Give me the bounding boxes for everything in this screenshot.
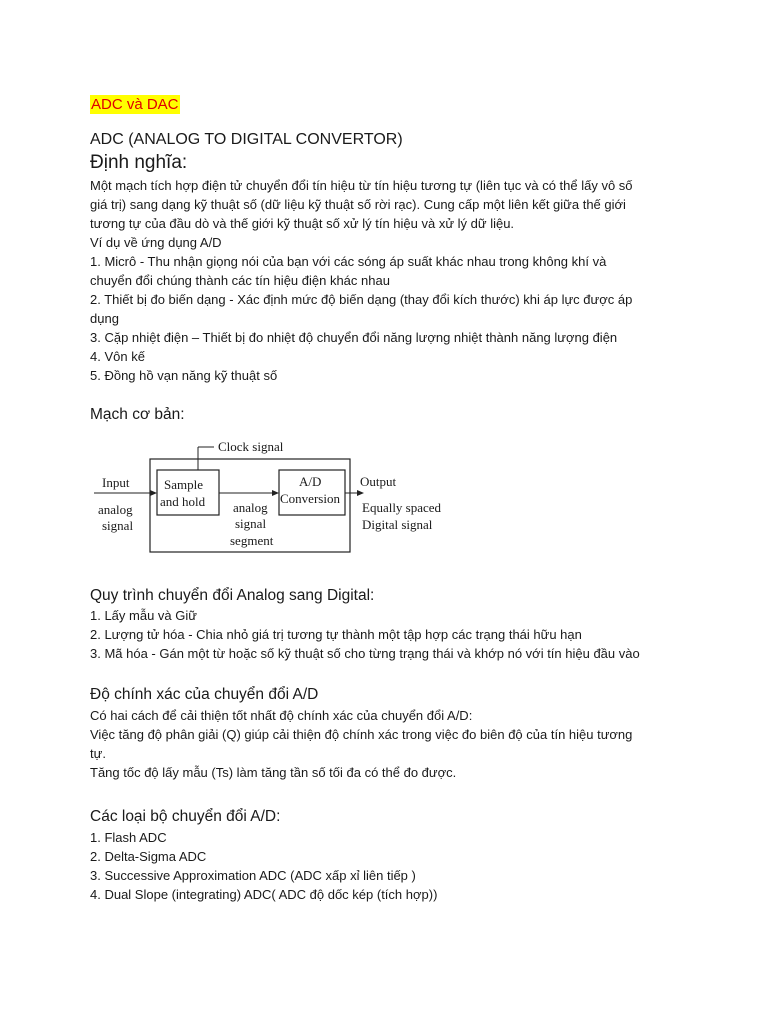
list-item: 1. Flash ADC — [90, 830, 167, 845]
input-arrowhead — [150, 490, 157, 496]
accuracy-line: tự. — [90, 746, 106, 761]
output-arrowhead — [357, 490, 364, 496]
list-item: 2. Lượng tử hóa - Chia nhỏ giá trị tương tự thành một tập hợp các trạng thái hữu hạn — [90, 627, 582, 642]
list-item: 3. Successive Approximation ADC (ADC xấp xỉ liên tiếp ) — [90, 868, 416, 883]
equally-spaced-label: Equally spaced — [362, 500, 442, 515]
definition-line: tương tự của đầu dò và thế giới kỹ thuật số xử lý tín hiệu và xử lý dữ liệu. — [90, 216, 515, 231]
accuracy-heading: Độ chính xác của chuyển đổi A/D — [90, 686, 319, 703]
definition-paragraph — [90, 176, 680, 385]
conversion-label: Conversion — [280, 491, 340, 506]
list-item: 4. Dual Slope (integrating) ADC( ADC độ dốc kép (tích hợp)) — [90, 887, 438, 902]
list-item: 1. Lấy mẫu và Giữ — [90, 608, 197, 623]
definition-line: chuyển đổi chúng thành các tín hiệu điện khác nhau — [90, 273, 390, 288]
adc-heading: ADC (ANALOG TO DIGITAL CONVERTOR) — [90, 131, 403, 148]
signal-segment-label: signal — [235, 516, 267, 531]
signal-segment-label: analog — [233, 500, 268, 515]
ad-label: A/D — [299, 474, 322, 489]
input-label: Input — [102, 475, 130, 490]
definition-line: 2. Thiết bị đo biến dạng - Xác định mức độ biến dạng (thay đổi kích thước) khi áp lực được áp — [90, 292, 633, 307]
process-heading: Quy trình chuyển đổi Analog sang Digital: — [90, 587, 375, 604]
definition-line: Ví dụ về ứng dụng A/D — [90, 235, 222, 250]
definition-line: 4. Vôn kế — [90, 349, 145, 364]
definition-line: giá trị) sang dạng kỹ thuật số (dữ liệu kỹ thuật số rời rạc). Cung cấp một liên kết giữa thế giới — [90, 197, 626, 212]
output-label: Output — [360, 474, 397, 489]
signal-segment-label: segment — [230, 533, 274, 548]
types-list — [90, 828, 680, 904]
accuracy-line: Việc tăng độ phân giải (Q) giúp cải thiện độ chính xác trong việc đo biên độ của tín hiệu tương — [90, 727, 633, 742]
definition-line: 3. Cặp nhiệt điện – Thiết bị đo nhiệt độ chuyển đổi năng lượng nhiệt thành năng lượng điện — [90, 330, 618, 345]
clock-signal-label: Clock signal — [218, 439, 284, 454]
basic-circuit-heading: Mạch cơ bản: — [90, 406, 185, 423]
definition-heading: Định nghĩa: — [90, 152, 188, 173]
types-heading: Các loại bộ chuyển đổi A/D: — [90, 808, 281, 825]
sample-hold-label: Sample — [164, 477, 203, 492]
definition-line: Một mạch tích hợp điện tử chuyển đổi tín hiệu từ tín hiệu tương tự (liên tục và có thể lấy vô số — [90, 178, 633, 193]
list-item: 2. Delta-Sigma ADC — [90, 849, 207, 864]
definition-line: 5. Đồng hồ vạn năng kỹ thuật số — [90, 368, 278, 383]
middle-arrowhead — [272, 490, 279, 496]
accuracy-paragraph — [90, 706, 680, 782]
analog-signal-label: analog — [98, 502, 133, 517]
accuracy-line: Tăng tốc độ lấy mẫu (Ts) làm tăng tần số tối đa có thể đo được. — [90, 765, 457, 780]
analog-signal-label: signal — [102, 518, 134, 533]
digital-signal-label: Digital signal — [362, 517, 433, 532]
process-list — [90, 606, 680, 663]
document-title: ADC và DAC — [91, 96, 179, 113]
sample-hold-label: and hold — [160, 494, 206, 509]
accuracy-line: Có hai cách để cải thiện tốt nhất độ chính xác của chuyển đổi A/D: — [90, 708, 473, 723]
list-item: 3. Mã hóa - Gán một từ hoặc số kỹ thuật số cho từng trạng thái và khớp nó với tín hiệu đầu vào — [90, 646, 640, 661]
definition-line: dụng — [90, 311, 119, 326]
adc-block-diagram — [94, 437, 442, 557]
definition-line: 1. Micrô - Thu nhận giọng nói của bạn với các sóng áp suất khác nhau trong không khí và — [90, 254, 607, 269]
